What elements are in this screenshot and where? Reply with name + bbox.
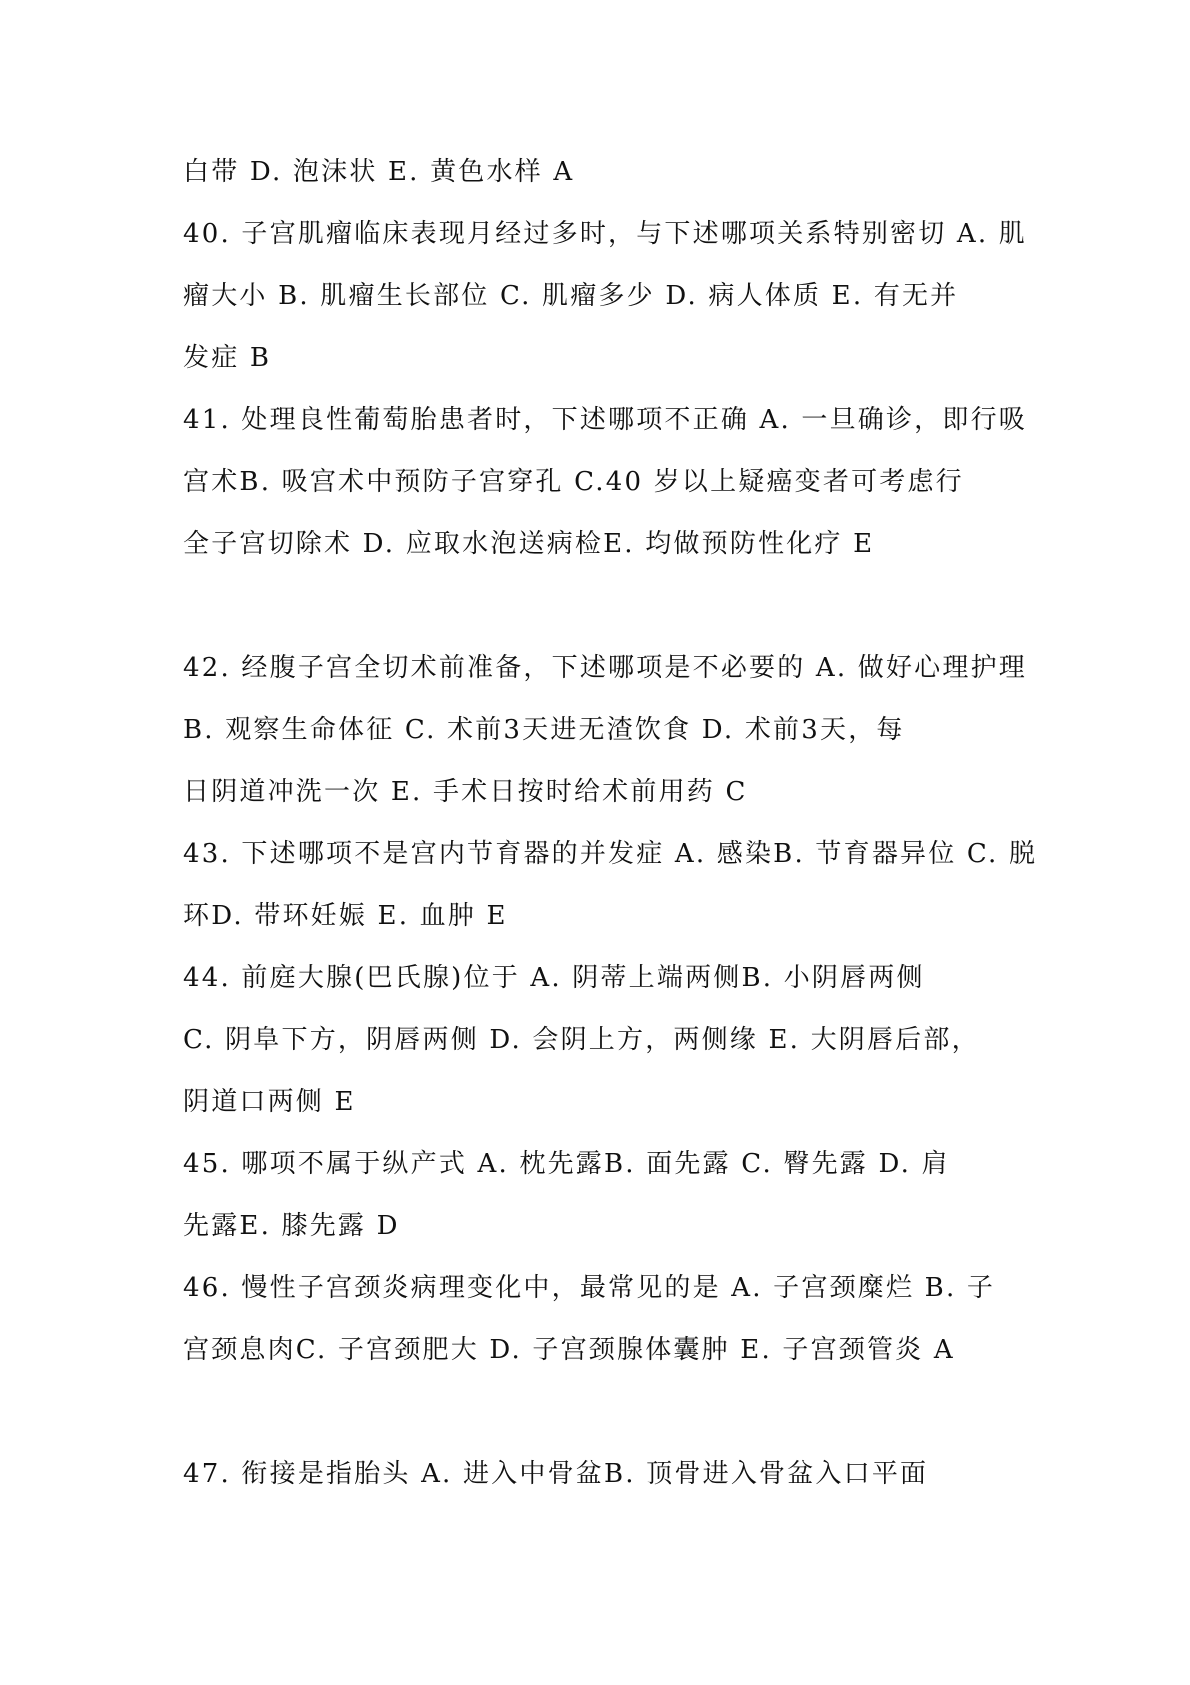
text-line: 环D. 带环妊娠 E. 血肿 E <box>183 901 508 931</box>
text-line: 44. 前庭大腺(巴氏腺)位于 A. 阴蒂上端两侧B. 小阴唇两侧 <box>183 963 925 993</box>
text-line: 45. 哪项不属于纵产式 A. 枕先露B. 面先露 C. 臀先露 D. 肩 <box>183 1149 950 1179</box>
text-line: 47. 衔接是指胎头 A. 进入中骨盆B. 顶骨进入骨盆入口平面 <box>183 1459 929 1489</box>
text-line: 发症 B <box>183 343 272 373</box>
text-line: 40. 子宫肌瘤临床表现月经过多时，与下述哪项关系特别密切 A. 肌 <box>183 219 1027 249</box>
text-line: 白带 D. 泡沫状 E. 黄色水样 A <box>183 157 575 187</box>
text-line: B. 观察生命体征 C. 术前3天进无渣饮食 D. 术前3天，每 <box>183 715 905 745</box>
text-line: 46. 慢性子宫颈炎病理变化中，最常见的是 A. 子宫颈糜烂 B. 子 <box>183 1273 996 1303</box>
text-line: 宫术B. 吸宫术中预防子宫穿孔 C.40 岁以上疑癌变者可考虑行 <box>183 467 964 497</box>
text-line: 42. 经腹子宫全切术前准备，下述哪项是不必要的 A. 做好心理护理 <box>183 653 1027 683</box>
text-line: 43. 下述哪项不是宫内节育器的并发症 A. 感染B. 节育器异位 C. 脱 <box>183 839 1038 869</box>
text-line: 阴道口两侧 E <box>183 1087 356 1117</box>
text-line: C. 阴阜下方，阴唇两侧 D. 会阴上方，两侧缘 E. 大阴唇后部， <box>183 1025 980 1055</box>
text-line: 先露E. 膝先露 D <box>183 1211 400 1241</box>
text-line: 瘤大小 B. 肌瘤生长部位 C. 肌瘤多少 D. 病人体质 E. 有无并 <box>183 281 959 311</box>
text-line: 宫颈息肉C. 子宫颈肥大 D. 子宫颈腺体囊肿 E. 子宫颈管炎 A <box>183 1335 955 1365</box>
text-line: 全子宫切除术 D. 应取水泡送病检E. 均做预防性化疗 E <box>183 529 875 559</box>
text-line: 日阴道冲洗一次 E. 手术日按时给术前用药 C <box>183 777 748 807</box>
text-line: 41. 处理良性葡萄胎患者时，下述哪项不正确 A. 一旦确诊，即行吸 <box>183 405 1027 435</box>
